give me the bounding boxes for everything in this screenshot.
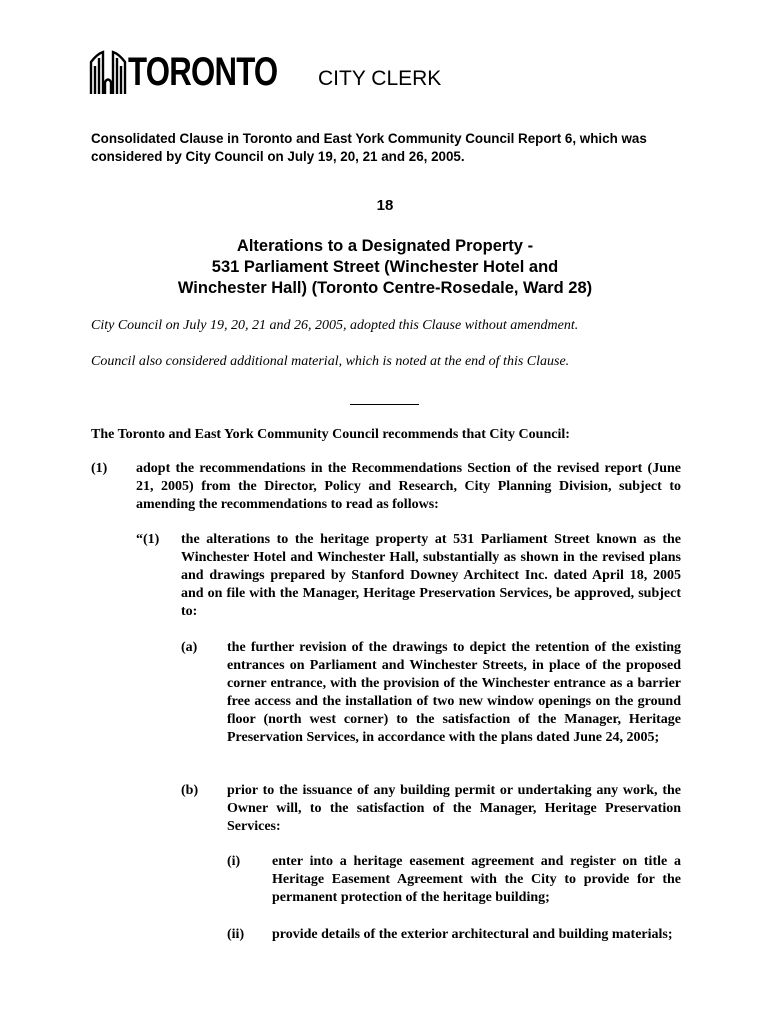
clause-title xyxy=(100,236,670,299)
sub-i-label: (i) xyxy=(227,854,241,869)
title-line-3: Winchester Hall) (Toronto Centre-Rosedale, Ward 28) xyxy=(177,279,593,297)
adoption-note: City Council on July 19, 20, 21 and 26, 2005, adopted this Clause without amendment. xyxy=(91,318,579,333)
sub-i-text: enter into a heritage easement agreement and register on title a Heritage Easement Agreement with the City to provide for the permanent protection of the heritage building; xyxy=(272,854,681,905)
sub-ii-label: (ii) xyxy=(227,927,245,942)
section-divider xyxy=(350,404,419,405)
sub-ii-text: provide details of the exterior architectural and building materials; xyxy=(272,927,673,942)
sub-b-text: prior to the issuance of any building permit or undertaking any work, the Owner will, to the satisfaction of the Manager, Heritage Preservation Services: xyxy=(227,783,681,834)
toronto-logo-wordmark: TORONTO xyxy=(128,50,278,94)
office-title: CITY CLERK xyxy=(318,67,442,90)
recommends-heading: The Toronto and East York Community Council recommends that City Council: xyxy=(91,427,570,442)
title-line-1: Alterations to a Designated Property - xyxy=(236,237,534,255)
additional-material-note: Council also considered additional material, which is noted at the end of this Clause. xyxy=(91,354,570,369)
sub-a-text: the further revision of the drawings to depict the retention of the existing entrances on Parliament and Winchester Streets, in place of the proposed corner entrance, with the provision of the Winchester entrance as a barrier free access and the installation of two new window openings on the ground floor (north west corner) to the satisfaction of the Manager, Heritage Preservation Services, in accordance with the plans dated June 24, 2005; xyxy=(227,640,681,745)
quoted-1-label: “(1) xyxy=(136,532,160,547)
toronto-city-hall-logo-icon xyxy=(89,44,127,96)
sub-b-label: (b) xyxy=(181,783,199,798)
title-line-2: 531 Parliament Street (Winchester Hotel and xyxy=(211,258,559,276)
rec-1-label: (1) xyxy=(91,461,108,476)
rec-1-text: adopt the recommendations in the Recommendations Section of the revised report (June 21, 2005) from the Director, Policy and Research, City Planning Division, subject to amending the recommendations to read as follows: xyxy=(136,461,681,512)
sub-a-label: (a) xyxy=(181,640,198,655)
quoted-1-text: the alterations to the heritage property at 531 Parliament Street known as the Winchester Hotel and Winchester Hall, substantially as shown in the revised plans and drawings prepared by Stanford Downey Architect Inc. dated April 18, 2005 and on file with the Manager, Heritage Preservation Services, be approved, subject to: xyxy=(181,532,681,619)
item-number: 18 xyxy=(376,197,394,214)
consolidated-clause-statement: Consolidated Clause in Toronto and East York Community Council Report 6, which was considered by City Council on July 19, 20, 21 and 26, 2005. xyxy=(91,131,647,164)
